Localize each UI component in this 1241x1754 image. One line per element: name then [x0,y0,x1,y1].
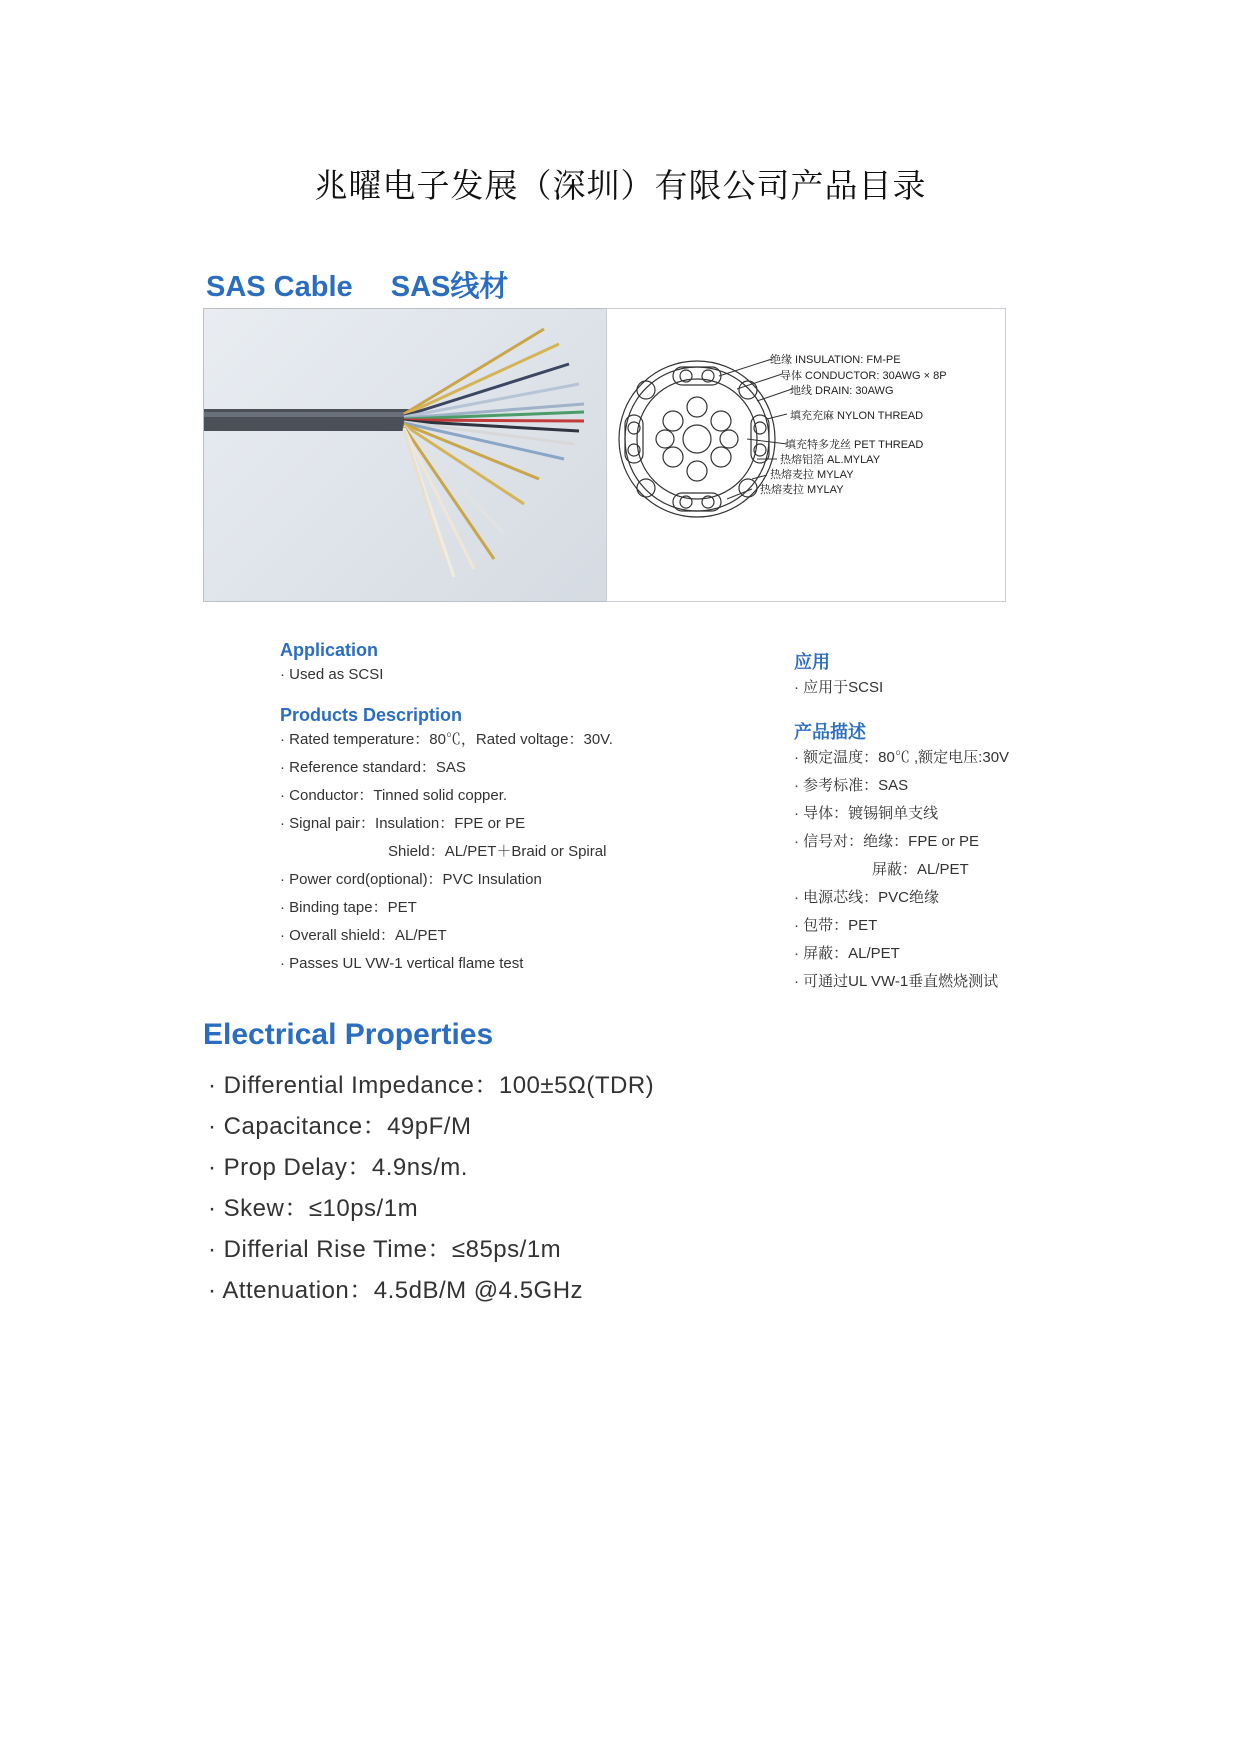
electrical-item: · Differial Rise Time：≤85ps/1m [208,1236,562,1263]
description-item-en: · Binding tape：PET [280,899,417,916]
electrical-item: · Skew：≤10ps/1m [208,1195,419,1222]
page-title: 兆曜电子发展（深圳）有限公司产品目录 [314,166,927,205]
electrical-item: · Differential Impedance：100±5Ω(TDR) [208,1072,655,1099]
electrical-item: · Capacitance：49pF/M [208,1113,472,1140]
cross-section-diagram [606,308,1006,602]
application-heading-cn: 应用 [794,652,830,672]
application-item-cn: · 应用于SCSI [794,679,884,696]
description-item-en: Shield：AL/PET＋Braid or Spiral [388,843,607,860]
description-item-en: · Signal pair：Insulation：FPE or PE [280,815,526,832]
callout-mylay-2: 热熔麦拉 MYLAY [760,484,844,496]
electrical-item: · Attenuation：4.5dB/M @4.5GHz [208,1277,584,1304]
english-column [280,640,780,978]
application-heading-en: Application [280,640,378,660]
product-title-en: SAS Cable [206,271,353,303]
callout-al-mylay: 热熔铝箔 AL.MYLAY [780,454,881,466]
application-item-en: · Used as SCSI [280,666,384,683]
callout-insulation: 绝缘 INSULATION: FM-PE [770,354,901,366]
description-item-en: · Passes UL VW-1 vertical flame test [280,955,524,972]
description-item-cn: · 屏蔽：AL/PET [794,945,900,962]
callout-mylay-1: 热熔麦拉 MYLAY [770,469,854,481]
cable-photo [203,308,608,602]
description-item-cn: · 可通过UL VW-1垂直燃烧测试 [794,973,999,990]
description-item-cn: · 参考标准：SAS [794,777,909,794]
electrical-item: · Prop Delay：4.9ns/m. [208,1154,468,1181]
description-item-en: · Overall shield：AL/PET [280,927,447,944]
description-item-cn: · 导体：镀锡铜单支线 [794,805,939,822]
electrical-list [208,1065,654,1311]
callout-conductor: 导体 CONDUCTOR: 30AWG × 8P [780,370,947,382]
callout-pet-thread: 填充特多龙丝 PET THREAD [785,439,924,451]
callout-nylon-thread: 填充充麻 NYLON THREAD [790,410,924,422]
description-item-cn: · 包带：PET [794,917,878,934]
electrical-heading: Electrical Properties [203,1018,494,1051]
description-item-cn: · 电源芯线：PVC绝缘 [794,889,940,906]
callout-drain: 地线 DRAIN: 30AWG [790,385,894,397]
description-heading-en: Products Description [280,705,463,725]
chinese-column [794,648,1094,996]
description-heading-cn: 产品描述 [794,722,866,742]
product-heading [206,264,538,305]
description-item-cn: · 额定温度：80℃ ,额定电压:30V [794,749,1010,766]
description-item-cn: · 信号对：绝缘：FPE or PE [794,833,980,850]
description-item-en: · Rated temperature：80℃，Rated voltage：30V. [280,731,613,748]
description-item-cn: 屏蔽：AL/PET [872,861,969,878]
product-title-cn: SAS线材 [390,271,509,303]
description-item-en: · Conductor：Tinned solid copper. [280,787,508,804]
description-item-en: · Reference standard：SAS [280,759,466,776]
description-item-en: · Power cord(optional)：PVC Insulation [280,871,542,888]
